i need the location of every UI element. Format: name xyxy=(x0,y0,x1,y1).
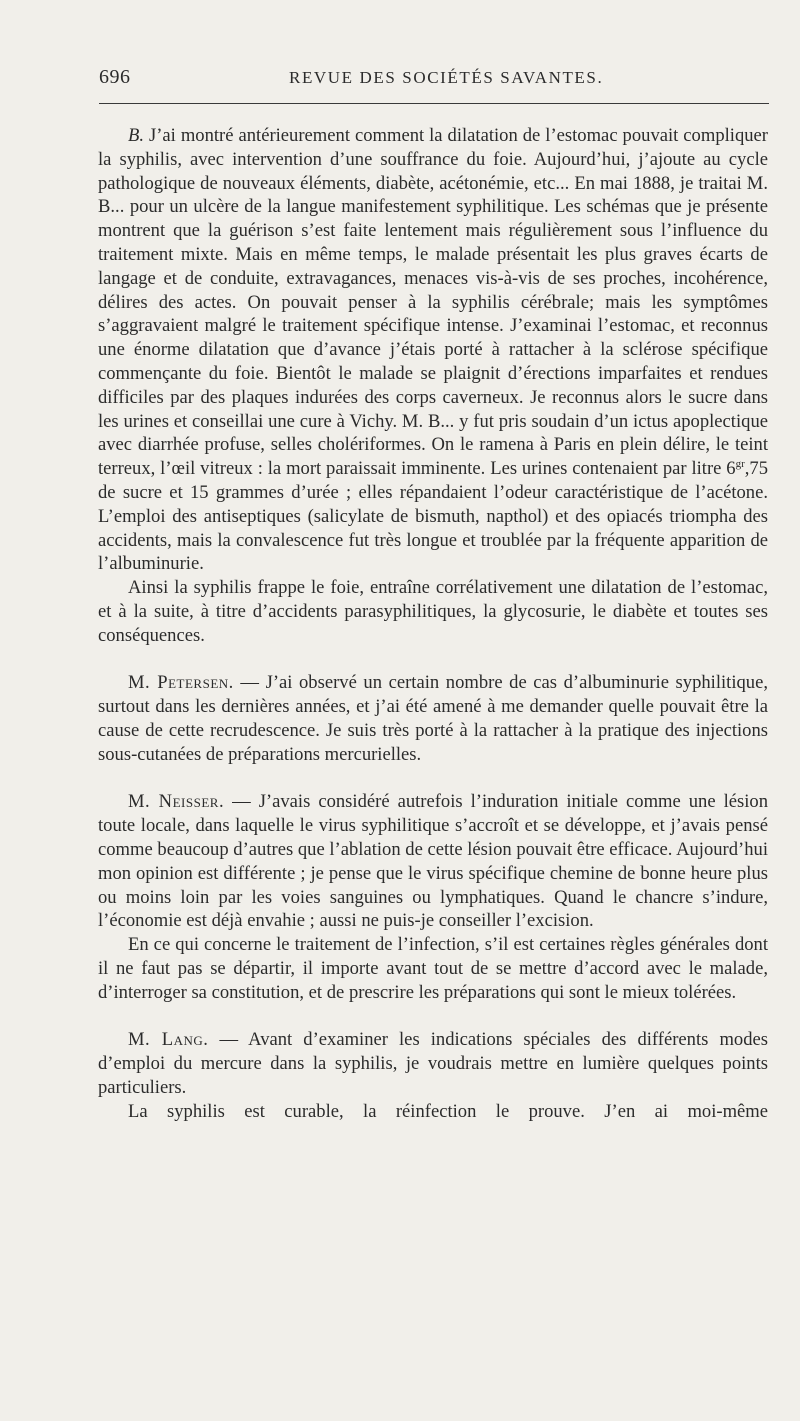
page-header xyxy=(99,66,767,94)
speaker-name: M. Lang. xyxy=(128,1029,209,1051)
paragraph-curable: La syphilis est curable, la réinfection le prouve. J’en ai moi-même xyxy=(128,1100,768,1122)
page-number: 696 xyxy=(99,66,131,88)
running-head: REVUE DES SOCIÉTÉS SAVANTES. xyxy=(289,68,604,87)
paragraph-treatment: En ce qui concerne le traitement de l’infection, s’il est certaines règles générales dont il ne faut pas se départir, il importe avant tout de se mettre d’accord avec le malade, d’interroger sa constitution, et de prescrire les préparations qui sont le mieux tolérées. xyxy=(98,934,768,1003)
header-rule xyxy=(99,103,769,104)
speaker-name: M. Neisser. xyxy=(128,791,225,813)
paragraph-text: — J’ai observé un certain nombre de cas d’albuminurie syphilitique, surtout dans les dernières années, et j’ai été amené à me demander quelle pouvait être la cause de cette recrudescence. Je suis très porté à la rattacher à la pratique des injections sous-cutanées de préparations mercurielles. xyxy=(98,672,768,765)
unit-superscript: gr xyxy=(735,458,745,471)
paragraph-initial: B. xyxy=(128,125,145,146)
paragraph-neisser xyxy=(98,790,768,933)
paragraph-gap xyxy=(98,767,768,791)
paragraph-text: J’ai montré antérieurement comment la dilatation de l’estomac pouvait compliquer la syphilis, avec intervention d’une souffrance du foie. Aujourd’hui, j’ajoute au cycle pathologique de nouveaux éléments, diabète, acétonémie, etc... En mai 1888, je traitai M. B... pour un ulcère de la langue manifestement syphilitique. Les schémas que je présente montrent que la guérison s’est faite lentement mais régulièrement sous l’influence du traitement mixte. Mais en même temps, le malade présentait les plus graves écarts de langage et de conduite, extravagances, menaces vis-à-vis de ses proches, incohérence, délires des actes. On pouvait penser à la syphilis cérébrale; mais les symptômes s’aggravaient malgré le traitement spécifique intense. J’examinai l’estomac, et reconnus une énorme dilatation que d’avance j’étais porté à rattacher à la sclérose spécifique commençante du foie. Bientôt le malade se plaignit d’érections imparfaites et rendues difficiles par des plaques indurées des corps caverneux. Je reconnus alors le sucre dans les urines et conseillai une cure à Vichy. M. B... y fut pris soudain d’un ictus apoplectique avec diarrhée profuse, selles cholériformes. On le ramena à Paris en plein délire, le teint terreux, l’œil vitreux : la mort paraissait imminente. Les urines contenaient par litre 6 xyxy=(98,125,768,480)
paragraph-text-continued: ,75 de sucre et 15 grammes d’urée ; elles répandaient l’odeur caractéristique de l’acétone. L’emploi des antiseptiques (salicylate de bismuth, napthol) et des opiacés triompha des accidents, mais la convalescence fut très longue et troublée par la fréquente apparition de l’albuminurie. xyxy=(98,458,768,575)
speaker-name: M. Petersen. xyxy=(128,672,234,694)
paragraph-text: — J’avais considéré autrefois l’induration initiale comme une lésion toute locale, dans laquelle le virus syphilitique s’accroît et se développe, et j’avais pensé comme beaucoup d’autres que l’ablation de cette lésion pouvait être efficace. Aujourd’hui mon opinion est différente ; je pense que le virus spécifique chemine de bonne heure plus ou moins loin par les voies sanguines ou lymphatiques. Quand le chancre s’indure, l’économie est déjà envahie ; aussi ne puis-je conseiller l’excision. xyxy=(98,791,769,932)
paragraph-text: — Avant d’examiner les indications spéciales des différents modes d’emploi du mercure dans la syphilis, je voudrais mettre en lumière quelques points particuliers. xyxy=(98,1029,768,1098)
paragraph-petersen xyxy=(98,671,768,766)
paragraph-gap xyxy=(98,1004,768,1028)
article-body xyxy=(98,124,768,1123)
paragraph-b-case xyxy=(98,124,768,576)
paragraph-gap xyxy=(98,648,768,672)
paragraph-lang xyxy=(98,1028,768,1099)
paragraph-conclusion: Ainsi la syphilis frappe le foie, entraîne corrélativement une dilatation de l’estomac, et à la suite, à titre d’accidents parasyphilitiques, la glycosurie, le diabète et toutes ses conséquences. xyxy=(98,577,768,646)
